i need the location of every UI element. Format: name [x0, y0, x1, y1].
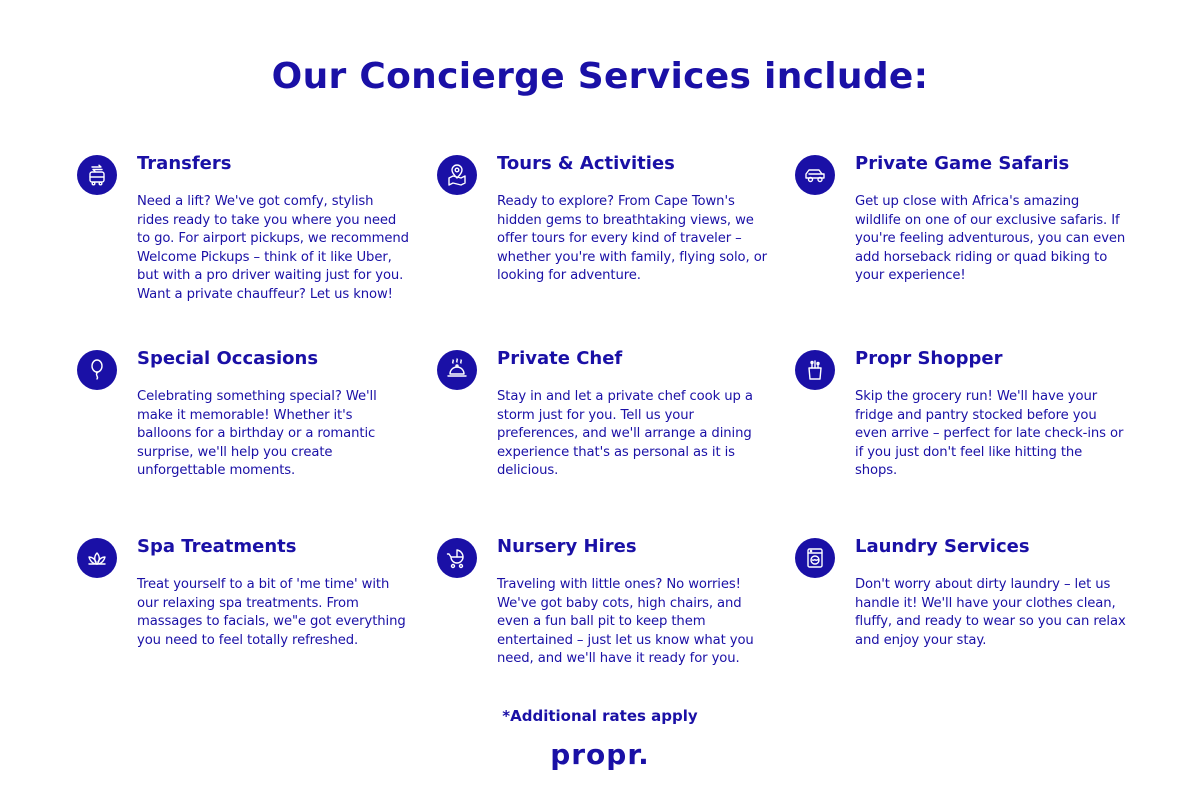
service-title: Nursery Hires: [497, 536, 637, 557]
balloon-icon: [77, 350, 117, 390]
service-title: Propr Shopper: [855, 348, 1003, 369]
service-description: Celebrating something special? We'll make it memorable! Whether it's balloons for a birthday or a romantic surprise, we'll help you create unforgettable moments.: [137, 389, 377, 479]
service-title: Tours & Activities: [497, 153, 675, 174]
service-description: Ready to explore? From Cape Town's hidden gems to breathtaking views, we offer tours for every kind of traveler – whether you're with family, flying solo, or looking for adventure.: [497, 194, 768, 284]
lotus-icon: [77, 538, 117, 578]
page-title: Our Concierge Services include:: [271, 56, 929, 97]
service-title: Laundry Services: [855, 536, 1030, 557]
grocery-bag-icon: [795, 350, 835, 390]
stroller-icon: [437, 538, 477, 578]
service-description: Get up close with Africa's amazing wildlife on one of our exclusive safaris. If you're feeling adventurous, you can even add horseback riding or quad biking to your experience!: [855, 194, 1126, 284]
propr-logo: propr.: [550, 738, 650, 771]
additional-rates-note: *Additional rates apply: [502, 707, 698, 725]
service-title: Private Game Safaris: [855, 153, 1070, 174]
service-description: Don't worry about dirty laundry – let us handle it! We'll have your clothes clean, fluffy, and ready to wear so you can relax and enjoy your stay.: [855, 577, 1126, 648]
service-description: Traveling with little ones? No worries! We've got baby cots, high chairs, and even a fun ball pit to keep them entertained – just let us know what you need, and we'll have it ready for you.: [497, 577, 754, 667]
service-description: Need a lift? We've got comfy, stylish rides ready to take you where you need to go. For airport pickups, we recommend Welcome Pickups – think of it like Uber, but with a pro driver waiting just for you. Want a private chauffeur? Let us know!: [137, 194, 409, 302]
service-title: Private Chef: [497, 348, 623, 369]
cloche-icon: [437, 350, 477, 390]
service-title: Spa Treatments: [137, 536, 297, 557]
service-title: Special Occasions: [137, 348, 319, 369]
service-description: Stay in and let a private chef cook up a storm just for you. Tell us your preferences, and we'll arrange a dining experience that's as personal as it is delicious.: [497, 389, 753, 479]
service-description: Skip the grocery run! We'll have your fridge and pantry stocked before you even arrive – perfect for late check-ins or if you just don't feel like hitting the shops.: [855, 389, 1124, 479]
safari-vehicle-icon: [795, 155, 835, 195]
bus-transfer-icon: [77, 155, 117, 195]
map-pin-icon: [437, 155, 477, 195]
service-title: Transfers: [137, 153, 232, 174]
washing-machine-icon: [795, 538, 835, 578]
service-description: Treat yourself to a bit of 'me time' with our relaxing spa treatments. From massages to facials, we"e got everything you need to feel totally refreshed.: [137, 577, 406, 648]
